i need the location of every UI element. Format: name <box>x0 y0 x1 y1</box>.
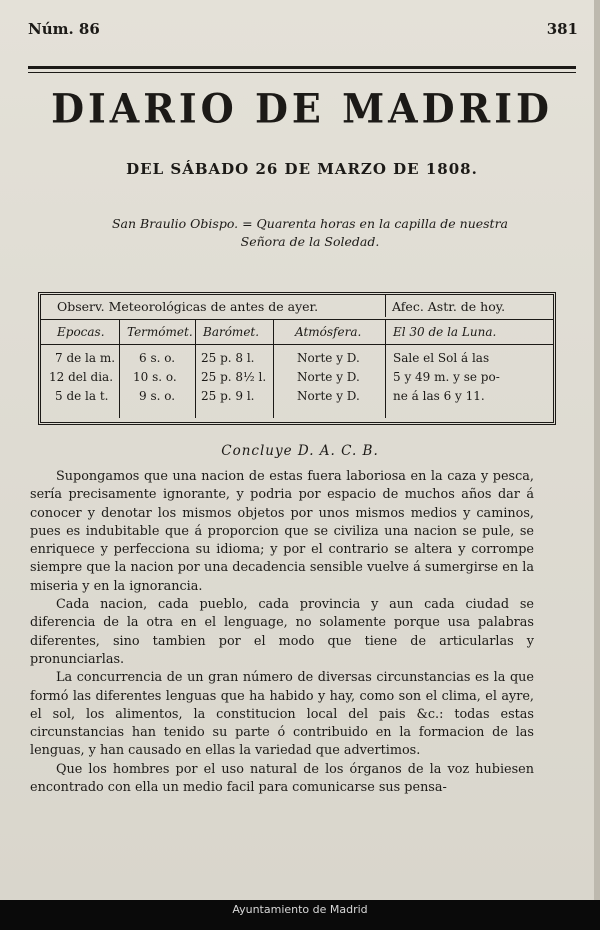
article-body <box>30 468 534 797</box>
col-header-epocas: Epocas. <box>57 325 105 339</box>
weather-title-right: Afec. Astr. de hoy. <box>385 295 505 317</box>
weather-row <box>41 370 553 388</box>
col-header-luna: El 30 de la Luna. <box>393 325 497 339</box>
article-heading: Concluye D. A. C. B. <box>221 443 379 459</box>
article-paragraph: Cada nacion, cada pueblo, cada provincia y aun cada ciudad se diferencia de la otra en el lenguage, no solamente porque usa palabras diferentes, sino tambien por el modo que tiene de articularlas y pronunciarlas. <box>30 597 534 667</box>
weather-column-headers <box>41 322 553 345</box>
row-atmosfera: Norte y D. <box>297 389 360 403</box>
row-barometro: 25 p. 9 l. <box>201 389 255 403</box>
row-epoca: 7 de la m. <box>55 351 116 365</box>
page-number: 381 <box>546 20 578 38</box>
issue-number: Núm. 86 <box>28 20 100 38</box>
article-paragraph: Supongamos que una nacion de estas fuera laboriosa en la caza y pesca, sería precisamente ignorante, y podria por espacio de muchos años dar á conocer y denotar los mismos objetos por unos mismos medios y caminos, pues es indubitable que á proporcion que se civiliza una nacion se pule, se enriquece y perfecciona su idioma; y por el contrario se altera y corrompe siempre que la nacion por una decadencia sensible vuelve á sumergirse en la miseria y en la ignorancia. <box>30 469 534 594</box>
col-header-termometro: Termómet. <box>127 325 193 339</box>
row-barometro: 25 p. 8½ l. <box>201 370 267 384</box>
row-atmosfera: Norte y D. <box>297 351 360 365</box>
weather-row <box>41 351 553 369</box>
masthead-title: DIARIO DE MADRID <box>51 84 553 133</box>
archive-footer <box>0 900 600 930</box>
archive-credit: Ayuntamiento de Madrid <box>232 903 368 916</box>
weather-title-left: Observ. Meteorológicas de antes de ayer. <box>57 299 319 314</box>
saint-of-day <box>40 215 580 251</box>
row-astro: 5 y 49 m. y se po- <box>393 370 500 384</box>
row-epoca: 12 del dia. <box>49 370 114 384</box>
row-astro: ne á las 6 y 11. <box>393 389 485 403</box>
saint-line-1: San Braulio Obispo. = Quarenta horas en la capilla de nuestra <box>111 216 509 231</box>
saint-line-2: Señora de la Soledad. <box>240 234 380 249</box>
row-epoca: 5 de la t. <box>55 389 109 403</box>
weather-title-row <box>41 297 553 320</box>
col-header-atmosfera: Atmósfera. <box>295 325 362 339</box>
row-astro: Sale el Sol á las <box>393 351 490 365</box>
dateline: DEL SÁBADO 26 DE MARZO DE 1808. <box>126 160 478 178</box>
weather-row <box>41 389 553 407</box>
row-termometro: 6 s. o. <box>139 351 176 365</box>
weather-table <box>38 292 556 425</box>
article-paragraph: La concurrencia de un gran número de diversas circunstancias es la que formó las diferentes lenguas que ha habido y hay, como son el clima, el ayre, el sol, los alimentos, la constitucion local del pais &c.: todas estas circunstancias han tenido su parte ó contribuido en la formacion de las lenguas, y han causado en ellas la variedad que advertimos. <box>30 670 534 759</box>
top-rule-thin <box>28 72 576 73</box>
row-termometro: 10 s. o. <box>133 370 177 384</box>
row-termometro: 9 s. o. <box>139 389 176 403</box>
col-header-barometro: Barómet. <box>203 325 260 339</box>
row-barometro: 25 p. 8 l. <box>201 351 255 365</box>
article-paragraph: Que los hombres por el uso natural de los órganos de la voz hubiesen encontrado con ella un medio facil para comunicarse sus pensa- <box>30 761 534 796</box>
row-atmosfera: Norte y D. <box>297 370 360 384</box>
top-rule-thick <box>28 66 576 69</box>
